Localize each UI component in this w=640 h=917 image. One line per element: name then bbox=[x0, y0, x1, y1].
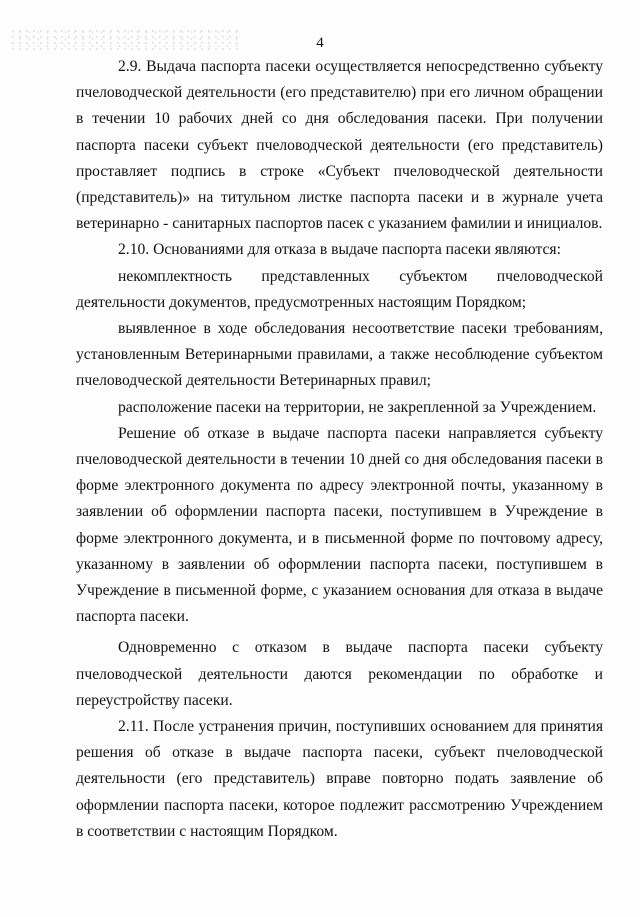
page-number: 4 bbox=[316, 35, 324, 51]
paragraph-2-10: 2.10. Основаниями для отказа в выдаче паспорта пасеки являются: bbox=[118, 241, 561, 259]
document-body bbox=[76, 54, 603, 845]
reason-incomplete-documents: некомплектность представленных субъектом пчеловодческой деятельности документов, предусмотренных настоящим Порядком; bbox=[76, 267, 603, 311]
paragraph-refusal-decision: Решение об отказе в выдаче паспорта пасеки направляется субъекту пчеловодческой деятельности в течении 10 дней со дня обследования пасеки в форме электронного документа по адресу электронной почты, указанному в заявлении об оформлении паспорта пасеки, поступившем в Учреждение в форме электронного документа, и в письменной форме по почтовому адресу, указанному в заявлении об оформлении паспорта пасеки, поступившем в Учреждение в письменной форме, с указанием основания для отказа в выдаче паспорта пасеки. bbox=[76, 424, 603, 626]
paragraph-recommendations: Одновременно с отказом в выдаче паспорта пасеки субъекту пчеловодческой деятельности даются рекомендации по обработке и переустройству пасеки. bbox=[76, 639, 603, 709]
paragraph-2-9: 2.9. Выдача паспорта пасеки осуществляется непосредственно субъекту пчеловодческой деятельности (его представителю) при его личном обращении в течении 10 рабочих дней со дня обследования пасеки. При получении паспорта пасеки субъект пчеловодческой деятельности (его представитель) проставляет подпись в строке «Субъект пчеловодческой деятельности (представитель)» на титульном листке паспорта пасеки и в журнале учета ветеринарно - санитарных паспортов пасек с указанием фамилии и инициалов. bbox=[76, 58, 603, 233]
reason-territory: расположение пасеки на территории, не закрепленной за Учреждением. bbox=[118, 398, 597, 416]
reason-nonconformity: выявленное в ходе обследования несоответствие пасеки требованиям, установленным Ветеринарными правилами, а также несоблюдение субъектом пчеловодческой деятельности Ветеринарных правил; bbox=[76, 320, 603, 390]
paragraph-2-11: 2.11. После устранения причин, поступивших основанием для принятия решения об отказе в выдаче паспорта пасеки, субъект пчеловодческой деятельности (его представитель) вправе повторно подать заявление об оформлении паспорта пасеки, которое подлежит рассмотрению Учреждением в соответствии с настоящим Порядком. bbox=[76, 718, 603, 840]
